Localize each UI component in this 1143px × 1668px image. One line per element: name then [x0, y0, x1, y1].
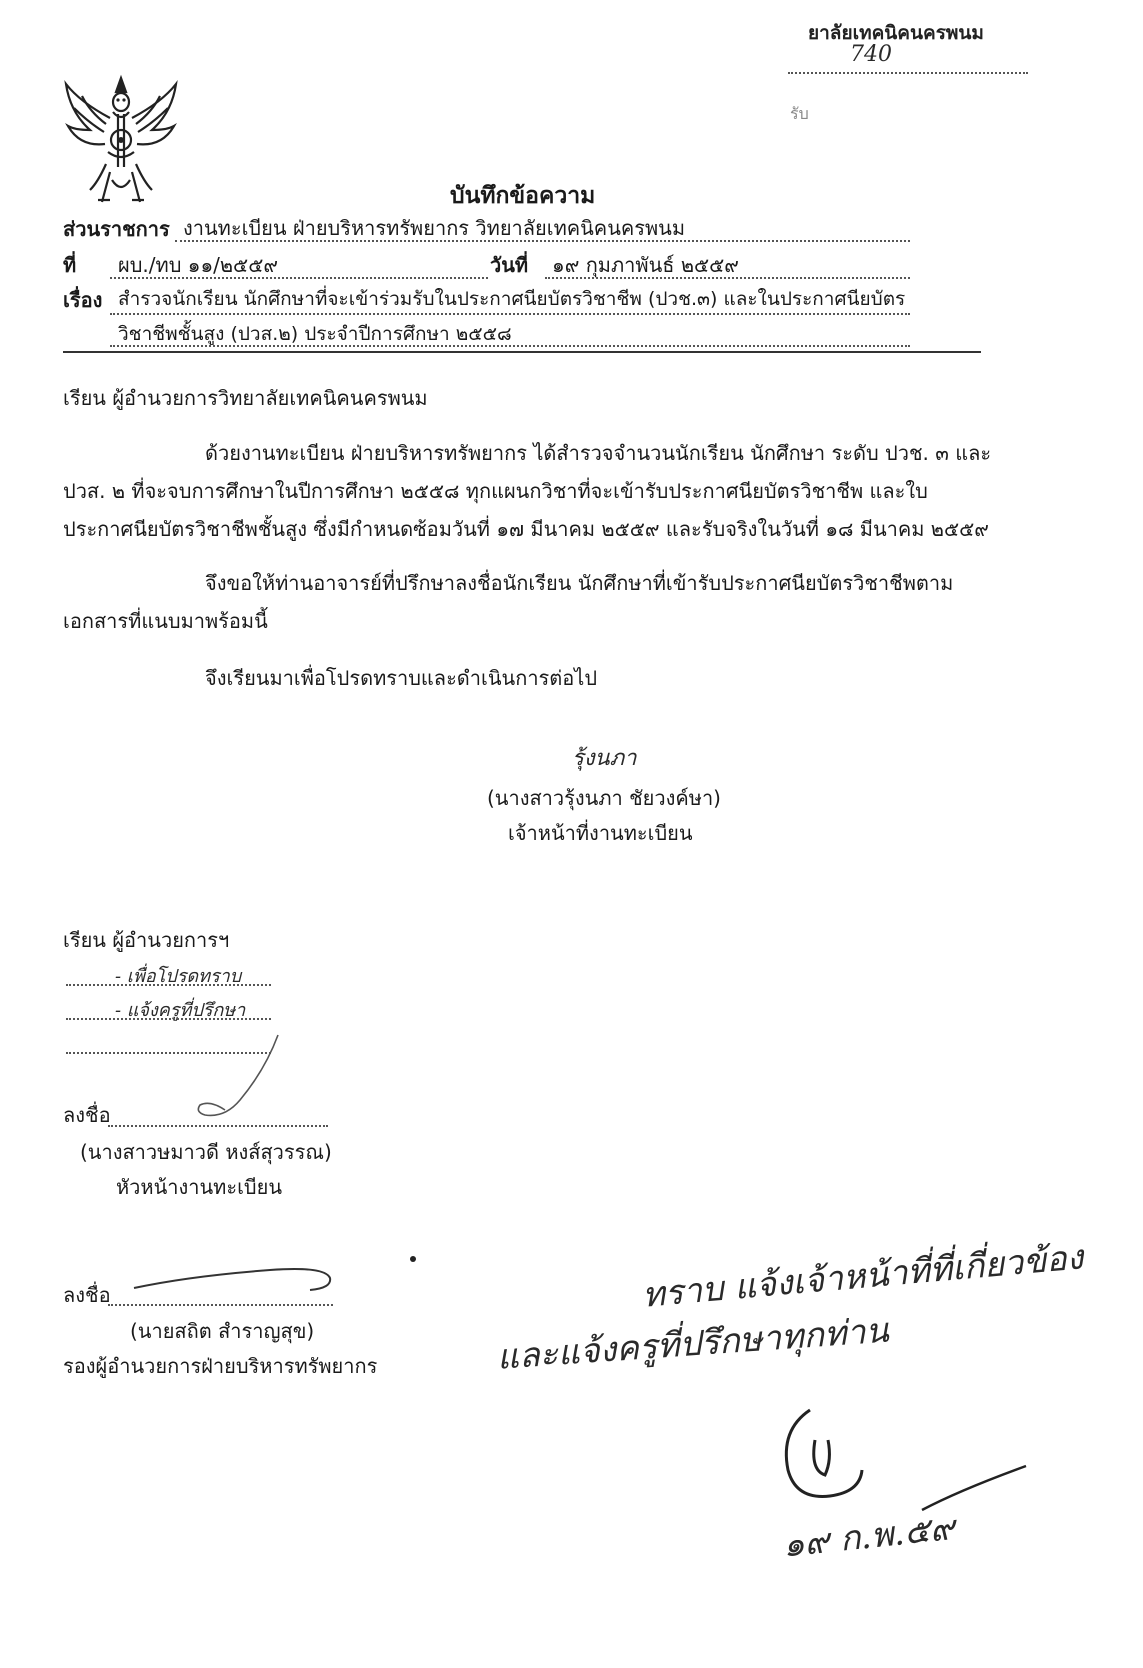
- note-handwritten-1: - เพื่อโปรดทราบ: [115, 966, 242, 987]
- subject-label: เรื่อง: [63, 288, 103, 312]
- note-signer-name: (นางสาวษมาวดี หงส์สุวรรณ): [80, 1140, 332, 1164]
- subject-dotted-line-1: [110, 313, 910, 315]
- note-sign-label: ลงชื่อ: [63, 1103, 111, 1127]
- signer-3-dotted-line: [108, 1304, 333, 1306]
- receiving-stamp-title: ยาลัยเทคนิคนครพนม: [808, 22, 984, 44]
- date-value: ๑๙ กุมภาพันธ์ ๒๕๕๙: [552, 253, 739, 277]
- signature-2-stroke: [170, 1030, 290, 1125]
- dept-value: งานทะเบียน ฝ่ายบริหารทรัพยากร วิทยาลัยเทคนิคนครพนม: [183, 216, 686, 240]
- note-dotted-line-2: [66, 1018, 271, 1020]
- header-divider: [63, 351, 981, 353]
- subject-line-2: วิชาชีพชั้นสูง (ปวส.๒) ประจำปีการศึกษา ๒๕๕๘: [118, 323, 512, 345]
- date-label: วันที่: [490, 253, 529, 277]
- note-signer-position: หัวหน้างานทะเบียน: [116, 1175, 283, 1199]
- signature-3-stroke: [130, 1262, 340, 1298]
- garuda-emblem: [60, 72, 182, 210]
- director-note-line-2: และแจ้งครูที่ปรึกษาทุกท่าน: [495, 1310, 890, 1378]
- note-sign-dotted-line: [108, 1125, 328, 1127]
- paragraph-2-line-2: เอกสารที่แนบมาพร้อมนี้: [63, 609, 268, 633]
- note-handwritten-2: - แจ้งครูที่ปรึกษา: [115, 1000, 246, 1021]
- subject-dotted-line-2: [110, 345, 910, 347]
- number-value: ผบ./ทบ ๑๑/๒๕๕๙: [118, 253, 278, 277]
- signer-1-position: เจ้าหน้าที่งานทะเบียน: [508, 821, 693, 845]
- director-date-flourish: [920, 1460, 1030, 1520]
- note-salutation: เรียน ผู้อำนวยการฯ: [63, 928, 230, 952]
- stamp-faint-text: รับ: [790, 104, 809, 123]
- director-note-date: ๑๙ ก.พ.๕๙: [780, 1507, 957, 1566]
- closing-line: จึงเรียนมาเพื่อโปรดทราบและดำเนินการต่อไป: [205, 666, 598, 690]
- subject-line-1: สำรวจนักเรียน นักศึกษาที่จะเข้าร่วมรับในประกาศนียบัตรวิชาชีพ (ปวช.๓) และในประกาศนียบัตร: [118, 288, 906, 310]
- signer-3-name: (นายสถิต สำราญสุข): [130, 1319, 315, 1343]
- receiving-stamp-number: 740: [850, 42, 892, 67]
- number-dotted-line: [110, 277, 488, 279]
- paragraph-1-line-3: ประกาศนียบัตรวิชาชีพชั้นสูง ซึ่งมีกำหนดซ้อมวันที่ ๑๗ มีนาคม ๒๕๕๙ และรับจริงในวันที่ ๑๘ มีนาคม ๒๕๕๙: [63, 517, 989, 541]
- director-signature-stroke: [770, 1400, 870, 1510]
- signer-1-name: (นางสาวรุ้งนภา ชัยวงค์ษา): [487, 786, 721, 810]
- director-note-line-1: ทราบ แจ้งเจ้าหน้าที่ที่เกี่ยวข้อง: [640, 1237, 1085, 1316]
- paragraph-1-line-2: ปวส. ๒ ที่จะจบการศึกษาในปีการศึกษา ๒๕๕๘ ทุกแผนกวิชาที่จะเข้ารับประกาศนียบัตรวิชาชีพ และใบ: [63, 479, 928, 503]
- dept-dotted-line: [175, 240, 910, 242]
- note-dotted-line-1: [66, 984, 271, 986]
- stamp-dotted-line: [788, 72, 1028, 74]
- number-label: ที่: [63, 253, 77, 277]
- ink-dot: [410, 1256, 416, 1262]
- signer-3-sign-label: ลงชื่อ: [63, 1283, 111, 1307]
- dept-label: ส่วนราชการ: [63, 217, 170, 241]
- signer-3-position: รองผู้อำนวยการฝ่ายบริหารทรัพยากร: [63, 1354, 378, 1378]
- memo-title: บันทึกข้อความ: [450, 183, 596, 209]
- salutation: เรียน ผู้อำนวยการวิทยาลัยเทคนิคนครพนม: [63, 386, 428, 410]
- date-dotted-line: [545, 277, 910, 279]
- paragraph-2-line-1: จึงขอให้ท่านอาจารย์ที่ปรึกษาลงชื่อนักเรียน นักศึกษาที่เข้ารับประกาศนียบัตรวิชาชีพตาม: [205, 571, 954, 595]
- paragraph-1-line-1: ด้วยงานทะเบียน ฝ่ายบริหารทรัพยากร ได้สำรวจจำนวนนักเรียน นักศึกษา ระดับ ปวช. ๓ และ: [205, 441, 992, 465]
- signature-1: รุ้งนภา: [572, 746, 637, 771]
